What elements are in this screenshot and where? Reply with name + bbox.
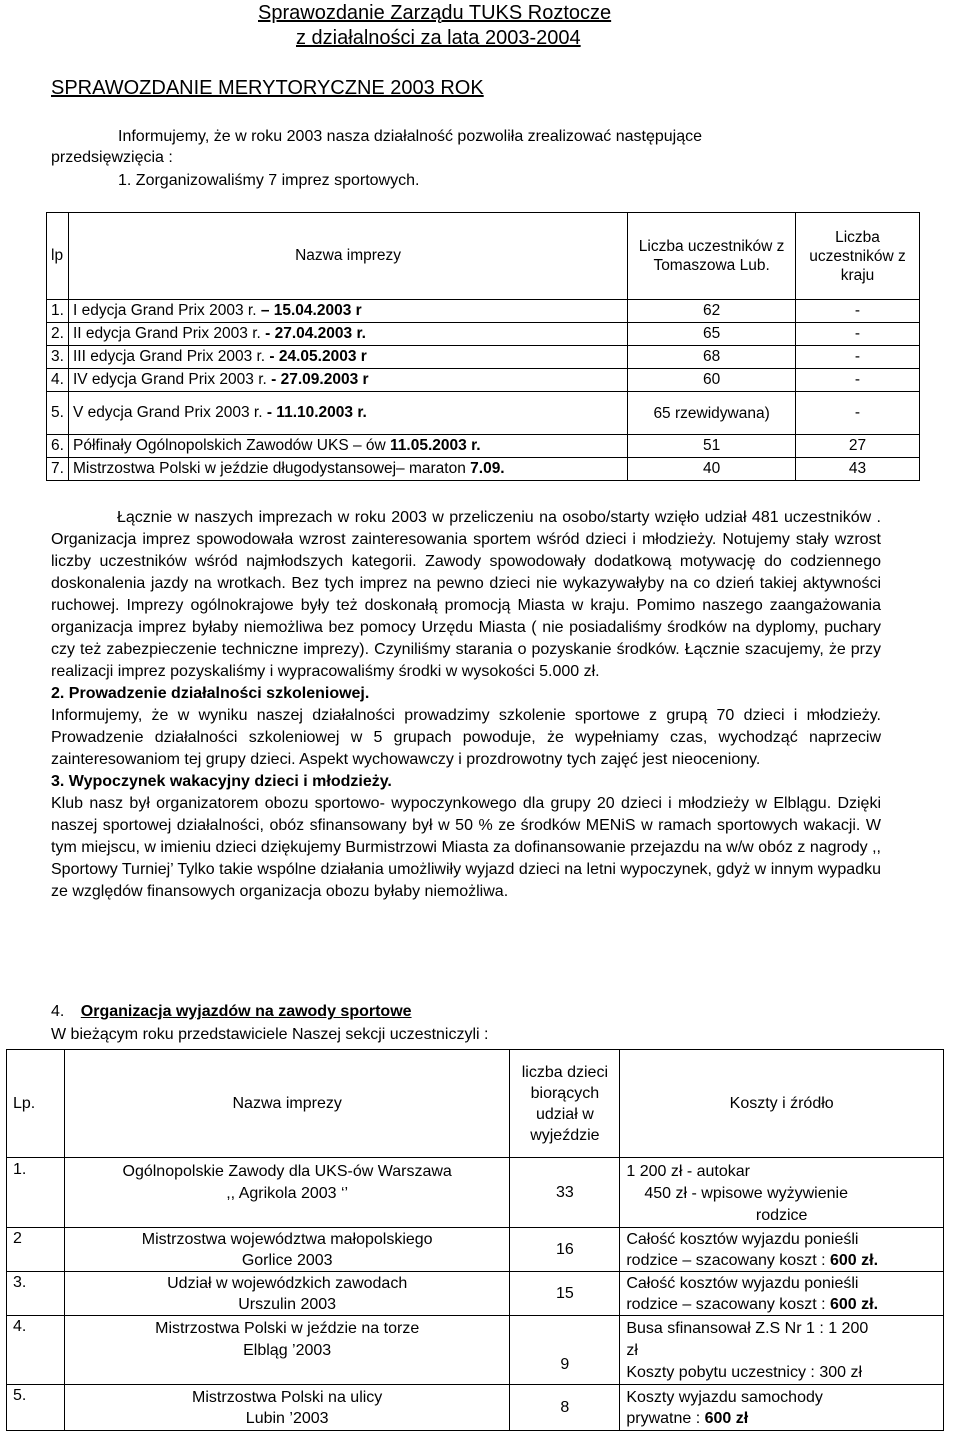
row-cost-line1: Busa sfinansował Z.S Nr 1 : 1 200: [626, 1320, 869, 1337]
row-kraj: 43: [796, 458, 920, 481]
row-lp: 5.: [47, 392, 69, 435]
row-cost-line1: Całość kosztów wyjazdu ponieśli: [626, 1230, 859, 1248]
row-count: 15: [510, 1272, 620, 1316]
row-kraj: -: [796, 323, 920, 346]
row-tomaszow: 68: [628, 346, 796, 369]
row-kraj: -: [796, 300, 920, 323]
heading-trips-number: 4.: [51, 1003, 65, 1020]
row-name-line2: Gorlice 2003: [241, 1251, 333, 1269]
row-name-line1: Ogólnopolskie Zawody dla UKS-ów Warszawa: [122, 1163, 452, 1180]
paragraph-vacation: Klub nasz był organizatorem obozu sportowo- wypoczynkowego dla grupy 20 dzieci i młodzieży w Elblągu. Dzięki naszej sportowej działalności, obóz sfinansowany był w 50 % ze środków MENiS w ramach sportowych wakacji. W tym miejscu, w imieniu dzieci dziękujemy Burmistrzowi Miasta za dofinansowanie przejazdu na w/w obóz z nagrody ,, Sportowy Turniej’ Tylko takie wspólne działania umożliwiły wyjazd dzieci na letni wypoczynek, gdyż w innym wypadku ze względów finansowych organizacja obozu byłaby niemożliwa.: [51, 795, 881, 900]
row-name: I edycja Grand Prix 2003 r. – 15.04.2003 r: [68, 300, 627, 323]
row-cost: [620, 1385, 944, 1431]
table-row: [47, 369, 920, 392]
row-lp: 6.: [47, 435, 69, 458]
header-lp: Lp.: [7, 1050, 65, 1158]
events-table: [46, 212, 920, 481]
row-cost-line2: zł: [626, 1342, 638, 1359]
row-name-line1: Udział w wojewódzkich zawodach: [167, 1274, 408, 1292]
header-name: Nazwa imprezy: [68, 213, 627, 300]
row-name-line1: Mistrzostwa województwa małopolskiego: [141, 1230, 433, 1248]
row-tomaszow: 40: [628, 458, 796, 481]
trips-table-header: [7, 1050, 944, 1158]
header-count: liczba dzieci biorących udział w wyjeździe: [510, 1050, 620, 1158]
header-cost: Koszty i źródło: [620, 1050, 944, 1158]
row-cost-line2: 450 zł - wpisowe wyżywienie: [644, 1185, 848, 1202]
row-cost: [620, 1158, 944, 1228]
row-cost-line3: rodzice: [755, 1207, 808, 1224]
row-lp: 2: [7, 1228, 65, 1272]
row-kraj: -: [796, 392, 920, 435]
row-cost-line2: rodzice ‒ szacowany koszt :: [626, 1251, 826, 1269]
row-cost-line1: Koszty wyjazdu samochody: [626, 1388, 823, 1406]
table-row: [7, 1272, 944, 1316]
row-name-line2: Lubin ’2003: [245, 1409, 329, 1427]
header-kraj: Liczba uczestników z kraju: [796, 213, 920, 300]
row-name-line2: Urszulin 2003: [238, 1295, 337, 1313]
row-lp: 4.: [7, 1316, 65, 1385]
row-lp: 1.: [7, 1158, 65, 1228]
row-kraj: -: [796, 369, 920, 392]
paragraph-summary: Łącznie w naszych imprezach w roku 2003 w przeliczeniu na osobo/starty wzięło udział 481 uczestników . Organizacja imprez spowodowała wzrost zainteresowania sportem wśród dzieci i młodzieży. Notujemy stały wzrost liczby uczestników wśród najmłodszych kategorii. Zawody spowodowały dodatkową motywację do codziennego doskonalenia jazdy na wrotkach. Bez tych imprez na pewno dzieci nie wykazywałyby na co dzień takiej aktywności ruchowej. Imprezy ogólnokrajowe były też doskonałą promocją Miasta w kraju. Pomimo naszego zaangażowania organizacja imprez byłaby niemożliwa bez pomocy Urzędu Miasta ( nie posiadaliśmy środków na dyplomy, puchary czy też zabezpieczenie techniczne imprezy). Czyniliśmy starania o pozyskanie środków. Łącznie szacujemy, że przy realizacji imprez pozyskaliśmy i wypracowaliśmy środki w wysokości 5.000 zł.: [51, 509, 881, 680]
row-count: 8: [510, 1385, 620, 1431]
row-name: [64, 1385, 509, 1431]
row-name: [64, 1228, 509, 1272]
table-row: [7, 1158, 944, 1228]
row-tomaszow: 51: [628, 435, 796, 458]
row-cost-amount: 600 zł.: [830, 1295, 879, 1313]
heading-training: 2. Prowadzenie działalności szkoleniowej.: [51, 685, 370, 702]
paragraph-training: Informujemy, że w wyniku naszej działalności prowadzimy szkolenie sportowe z grupą 70 dzieci i młodzieży. Prowadzenie działalności szkoleniowej w 5 grupach powoduje, że wypełniamy czas, wychodząć naprzeciw zainteresowaniom tej grupy dzieci. Aspekt wychowawczy i prozdrowotny tych zajęć jest nieoceniony.: [51, 707, 881, 768]
row-cost-line1: 1 200 zł - autokar: [626, 1163, 750, 1180]
row-cost: [620, 1272, 944, 1316]
heading-trips-label: Organizacja wyjazdów na zawody sportowe: [80, 1003, 412, 1020]
document-title-line2: z działalności za lata 2003-2004: [296, 27, 581, 49]
table-row: [47, 323, 920, 346]
table-row: [7, 1316, 944, 1385]
table-row: [47, 300, 920, 323]
row-lp: 7.: [47, 458, 69, 481]
row-count: 16: [510, 1228, 620, 1272]
intro-line2: przedsięwzięcia :: [51, 149, 173, 166]
table-row: [7, 1228, 944, 1272]
intro-item1: 1. Zorganizowaliśmy 7 imprez sportowych.: [118, 172, 420, 189]
table-row: [7, 1385, 944, 1431]
row-tomaszow: 65 rzewidywana): [628, 392, 796, 435]
row-cost-amount: 600 zł.: [830, 1251, 879, 1269]
row-cost-line3: Koszty pobytu uczestnicy : 300 zł: [626, 1364, 863, 1381]
row-name: III edycja Grand Prix 2003 r. - 24.05.2003 r: [68, 346, 627, 369]
row-cost-amount: 600 zł: [704, 1409, 749, 1427]
row-name-line2: ,, Agrikola 2003 ‘’: [226, 1185, 349, 1202]
row-name-line1: Mistrzostwa Polski na ulicy: [192, 1388, 383, 1406]
row-cost: [620, 1316, 944, 1385]
row-name: II edycja Grand Prix 2003 r. - 27.04.2003 r.: [68, 323, 627, 346]
table-row: [47, 458, 920, 481]
row-name: Mistrzostwa Polski w jeździe długodystansowej‒ maraton 7.09.: [68, 458, 627, 481]
trips-table: [6, 1049, 944, 1431]
row-name-line1: Mistrzostwa Polski w jeździe na torze: [155, 1320, 420, 1337]
row-cost: [620, 1228, 944, 1272]
row-lp: 3.: [7, 1272, 65, 1316]
row-lp: 1.: [47, 300, 69, 323]
header-tomaszow: Liczba uczestników z Tomaszowa Lub.: [628, 213, 796, 300]
row-tomaszow: 60: [628, 369, 796, 392]
header-name: Nazwa imprezy: [64, 1050, 509, 1158]
row-name: V edycja Grand Prix 2003 r. - 11.10.2003 r.: [68, 392, 627, 435]
events-table-header: [47, 213, 920, 300]
row-kraj: 27: [796, 435, 920, 458]
report-body: [51, 507, 881, 903]
row-name-line2: Elbląg ’2003: [243, 1342, 332, 1359]
document-title-line1: Sprawozdanie Zarządu TUKS Roztocze: [258, 2, 612, 24]
row-lp: 3.: [47, 346, 69, 369]
row-kraj: -: [796, 346, 920, 369]
heading-vacation: 3. Wypoczynek wakacyjny dzieci i młodzieży.: [51, 773, 392, 790]
row-count: 33: [510, 1158, 620, 1228]
paragraph-trips: W bieżącym roku przedstawiciele Naszej sekcji uczestniczyli :: [51, 1026, 489, 1043]
row-lp: 2.: [47, 323, 69, 346]
row-tomaszow: 62: [628, 300, 796, 323]
table-row: [47, 392, 920, 435]
row-cost-line2: rodzice ‒ szacowany koszt :: [626, 1295, 826, 1313]
row-name: [64, 1158, 509, 1228]
header-lp: lp: [47, 213, 69, 300]
row-cost-line1: Całość kosztów wyjazdu ponieśli: [626, 1274, 859, 1292]
row-lp: 4.: [47, 369, 69, 392]
row-tomaszow: 65: [628, 323, 796, 346]
row-name: [64, 1316, 509, 1385]
table-row: [47, 435, 920, 458]
row-name: [64, 1272, 509, 1316]
row-name: Półfinały Ogólnopolskich Zawodów UKS ‒ ów 11.05.2003 r.: [68, 435, 627, 458]
heading-trips: [51, 1003, 412, 1021]
intro-line1: Informujemy, że w roku 2003 nasza działalność pozwoliła zrealizować następujące: [118, 128, 702, 145]
row-name: IV edycja Grand Prix 2003 r. - 27.09.2003 r: [68, 369, 627, 392]
row-cost-line2: prywatne :: [626, 1409, 701, 1427]
section-title: SPRAWOZDANIE MERYTORYCZNE 2003 ROK: [51, 77, 484, 99]
row-lp: 5.: [7, 1385, 65, 1431]
table-row: [47, 346, 920, 369]
row-count: 9: [510, 1316, 620, 1385]
